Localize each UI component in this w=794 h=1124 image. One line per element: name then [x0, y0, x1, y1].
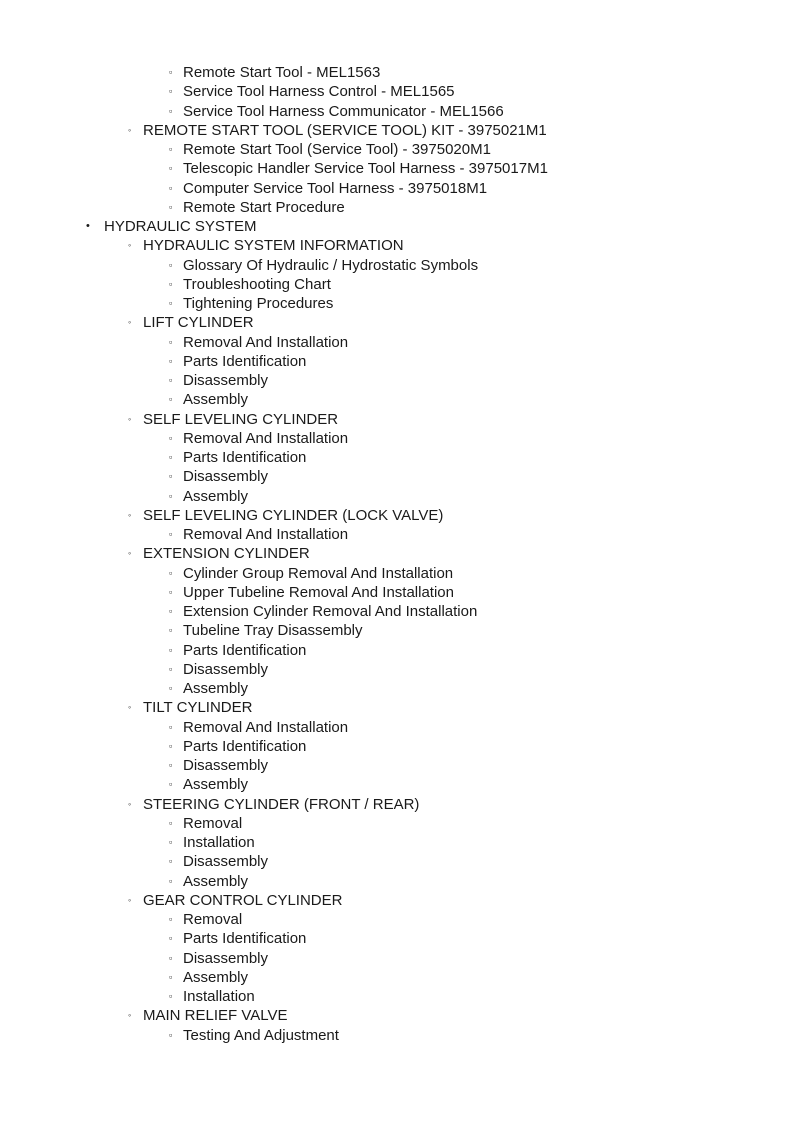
bullet-icon: ▫	[169, 817, 173, 828]
bullet-icon: ▫	[169, 182, 173, 193]
toc-subsection	[0, 506, 794, 525]
bullet-icon: ▫	[169, 586, 173, 597]
toc-entry-text: HYDRAULIC SYSTEM	[104, 218, 257, 235]
bullet-icon: ▫	[169, 991, 173, 1001]
toc-entry-text: SELF LEVELING CYLINDER	[143, 410, 339, 428]
toc-entry-text: Telescopic Handler Service Tool Harness - 3975017M1	[183, 160, 548, 178]
toc-subsection	[0, 544, 794, 563]
toc-subsection	[0, 121, 794, 140]
bullet-icon: ◦	[128, 548, 132, 559]
toc-entry-text: GEAR CONTROL CYLINDER	[143, 891, 343, 909]
toc-entry	[0, 718, 794, 737]
toc-entry-text: Installation	[183, 834, 255, 851]
bullet-icon: ▫	[169, 740, 173, 751]
toc-entry-text: Assembly	[183, 391, 249, 409]
toc-entry	[0, 429, 794, 448]
toc-entry	[0, 487, 794, 506]
toc-subsection	[0, 795, 794, 814]
toc-entry	[0, 949, 794, 968]
toc-entry-text: Disassembly	[183, 468, 269, 486]
toc-entry	[0, 660, 794, 679]
toc-entry	[0, 679, 794, 698]
toc-section	[0, 217, 794, 236]
bullet-icon: ▫	[169, 971, 173, 982]
bullet-icon: ▫	[169, 683, 173, 693]
bullet-icon: ▫	[169, 355, 173, 366]
toc-entry-text: Removal And Installation	[183, 333, 349, 351]
toc-entry-text: Parts Identification	[183, 737, 307, 755]
bullet-icon: ▫	[169, 105, 173, 116]
toc-entry	[0, 929, 794, 948]
toc-entry-text: Service Tool Harness Control - MEL1565	[183, 83, 455, 101]
toc-entry	[0, 198, 794, 217]
bullet-icon: ▫	[169, 933, 173, 944]
toc-entry-text: STEERING CYLINDER (FRONT / REAR)	[143, 795, 420, 813]
toc-entry-text: Disassembly	[183, 949, 269, 967]
toc-entry-text: Cylinder Group Removal And Installation	[183, 564, 454, 582]
bullet-icon: ▫	[169, 952, 173, 963]
bullet-icon: ◦	[128, 894, 132, 905]
toc-entry	[0, 333, 794, 352]
bullet-icon: ◦	[128, 798, 132, 809]
toc-entry-text: Parts Identification	[183, 641, 307, 659]
bullet-icon: ▫	[169, 201, 173, 212]
toc-entry	[0, 256, 794, 275]
toc-entry-text: LIFT CYLINDER	[143, 314, 254, 332]
toc-entry	[0, 872, 794, 891]
bullet-icon: ▫	[169, 606, 173, 616]
bullet-icon: ◦	[128, 413, 132, 424]
toc-entry-text: Removal And Installation	[183, 429, 349, 447]
toc-entry-text: Tubeline Tray Disassembly	[183, 622, 363, 640]
toc-entry-text: Tightening Procedures	[183, 295, 334, 312]
toc-entry-text: Disassembly	[183, 660, 269, 678]
toc-entry	[0, 968, 794, 987]
toc-entry	[0, 833, 794, 852]
bullet-icon: ▫	[169, 567, 173, 578]
bullet-icon: ◦	[128, 1010, 132, 1021]
toc-entry	[0, 756, 794, 775]
toc-entry	[0, 63, 794, 82]
toc-entry	[0, 910, 794, 929]
bullet-icon: ▫	[169, 144, 173, 154]
bullet-icon: ▫	[169, 259, 173, 270]
bullet-icon: ◦	[128, 317, 132, 328]
toc-entry-text: TILT CYLINDER	[143, 699, 253, 717]
toc-entry	[0, 814, 794, 833]
bullet-icon: ▫	[169, 452, 173, 462]
toc-entry	[0, 82, 794, 101]
toc-entry-text: Parts Identification	[183, 930, 307, 948]
bullet-icon: ▫	[169, 779, 173, 790]
toc-entry-text: Service Tool Harness Communicator - MEL1566	[183, 102, 504, 120]
toc-subsection	[0, 1006, 794, 1025]
toc-entry	[0, 641, 794, 660]
bullet-icon: ◦	[128, 509, 132, 520]
toc-entry-text: Disassembly	[183, 372, 269, 389]
toc-entry	[0, 102, 794, 121]
toc-entry	[0, 564, 794, 583]
toc-entry	[0, 602, 794, 621]
toc-entry	[0, 140, 794, 159]
toc-entry-text: Parts Identification	[183, 449, 307, 466]
bullet-icon: ▫	[169, 67, 173, 77]
toc-entry-text: Assembly	[183, 968, 249, 986]
bullet-icon: ◦	[128, 124, 132, 135]
bullet-icon: ▫	[169, 1029, 173, 1040]
toc-entry-text: Disassembly	[183, 853, 269, 871]
toc-subsection	[0, 698, 794, 717]
toc-entry-text: Removal	[183, 814, 243, 832]
toc-entry-text: Disassembly	[183, 757, 269, 774]
toc-entry	[0, 621, 794, 640]
toc-entry	[0, 583, 794, 602]
toc-entry	[0, 159, 794, 178]
bullet-icon: ▫	[169, 163, 173, 174]
toc-subsection	[0, 313, 794, 332]
toc-entry	[0, 737, 794, 756]
bullet-icon: •	[86, 220, 90, 232]
bullet-icon: ▫	[169, 837, 173, 847]
toc-entry-text: HYDRAULIC SYSTEM INFORMATION	[143, 237, 404, 255]
toc-entry	[0, 390, 794, 409]
toc-entry	[0, 352, 794, 371]
bullet-icon: ▫	[169, 490, 173, 501]
toc-entry-text: Remote Start Tool (Service Tool) - 3975020M1	[183, 141, 491, 158]
toc-entry	[0, 852, 794, 871]
bullet-icon: ▫	[169, 721, 173, 732]
toc-entry	[0, 294, 794, 313]
toc-entry-text: Remote Start Tool - MEL1563	[183, 64, 381, 81]
bullet-icon: ◦	[128, 240, 132, 251]
toc-entry-text: Extension Cylinder Removal And Installation	[183, 603, 478, 620]
toc-entry-text: Assembly	[183, 776, 249, 794]
toc-entry	[0, 179, 794, 198]
table-of-contents	[0, 63, 794, 1045]
toc-entry	[0, 775, 794, 794]
toc-entry-text: Assembly	[183, 487, 249, 505]
toc-entry	[0, 467, 794, 486]
toc-entry-text: Testing And Adjustment	[183, 1026, 339, 1044]
bullet-icon: ▫	[169, 875, 173, 886]
toc-entry-text: MAIN RELIEF VALVE	[143, 1007, 288, 1025]
toc-entry-text: Glossary Of Hydraulic / Hydrostatic Symbols	[183, 256, 479, 274]
toc-entry-text: EXTENSION CYLINDER	[143, 545, 310, 563]
bullet-icon: ▫	[169, 529, 173, 539]
bullet-icon: ▫	[169, 336, 173, 347]
toc-entry-text: Assembly	[183, 680, 249, 697]
bullet-icon: ▫	[169, 394, 173, 405]
toc-entry	[0, 275, 794, 294]
bullet-icon: ◦	[128, 702, 132, 713]
toc-entry	[0, 525, 794, 544]
bullet-icon: ▫	[169, 432, 173, 443]
bullet-icon: ▫	[169, 914, 173, 924]
toc-subsection	[0, 236, 794, 255]
toc-entry	[0, 987, 794, 1006]
bullet-icon: ▫	[169, 760, 173, 770]
bullet-icon: ▫	[169, 298, 173, 308]
toc-entry-text: Computer Service Tool Harness - 3975018M1	[183, 179, 488, 197]
bullet-icon: ▫	[169, 471, 173, 482]
bullet-icon: ▫	[169, 625, 173, 636]
toc-entry-text: Removal	[183, 911, 243, 928]
toc-entry-text: Removal And Installation	[183, 718, 349, 736]
toc-entry-text: Upper Tubeline Removal And Installation	[183, 583, 454, 601]
toc-entry-text: Troubleshooting Chart	[183, 275, 331, 293]
toc-entry-text: Installation	[183, 988, 255, 1005]
toc-entry-text: Remote Start Procedure	[183, 198, 345, 216]
bullet-icon: ▫	[169, 86, 173, 97]
toc-subsection	[0, 410, 794, 429]
bullet-icon: ▫	[169, 375, 173, 385]
bullet-icon: ▫	[169, 663, 173, 674]
toc-subsection	[0, 891, 794, 910]
toc-entry	[0, 448, 794, 467]
toc-entry	[0, 1026, 794, 1045]
toc-entry-text: Removal And Installation	[183, 526, 349, 543]
toc-entry	[0, 371, 794, 390]
toc-entry-text: REMOTE START TOOL (SERVICE TOOL) KIT - 3975021M1	[143, 121, 547, 139]
bullet-icon: ▫	[169, 856, 173, 867]
toc-entry-text: SELF LEVELING CYLINDER (LOCK VALVE)	[143, 506, 444, 524]
bullet-icon: ▫	[169, 278, 173, 289]
toc-entry-text: Assembly	[183, 872, 249, 890]
bullet-icon: ▫	[169, 644, 173, 655]
toc-entry-text: Parts Identification	[183, 352, 307, 370]
